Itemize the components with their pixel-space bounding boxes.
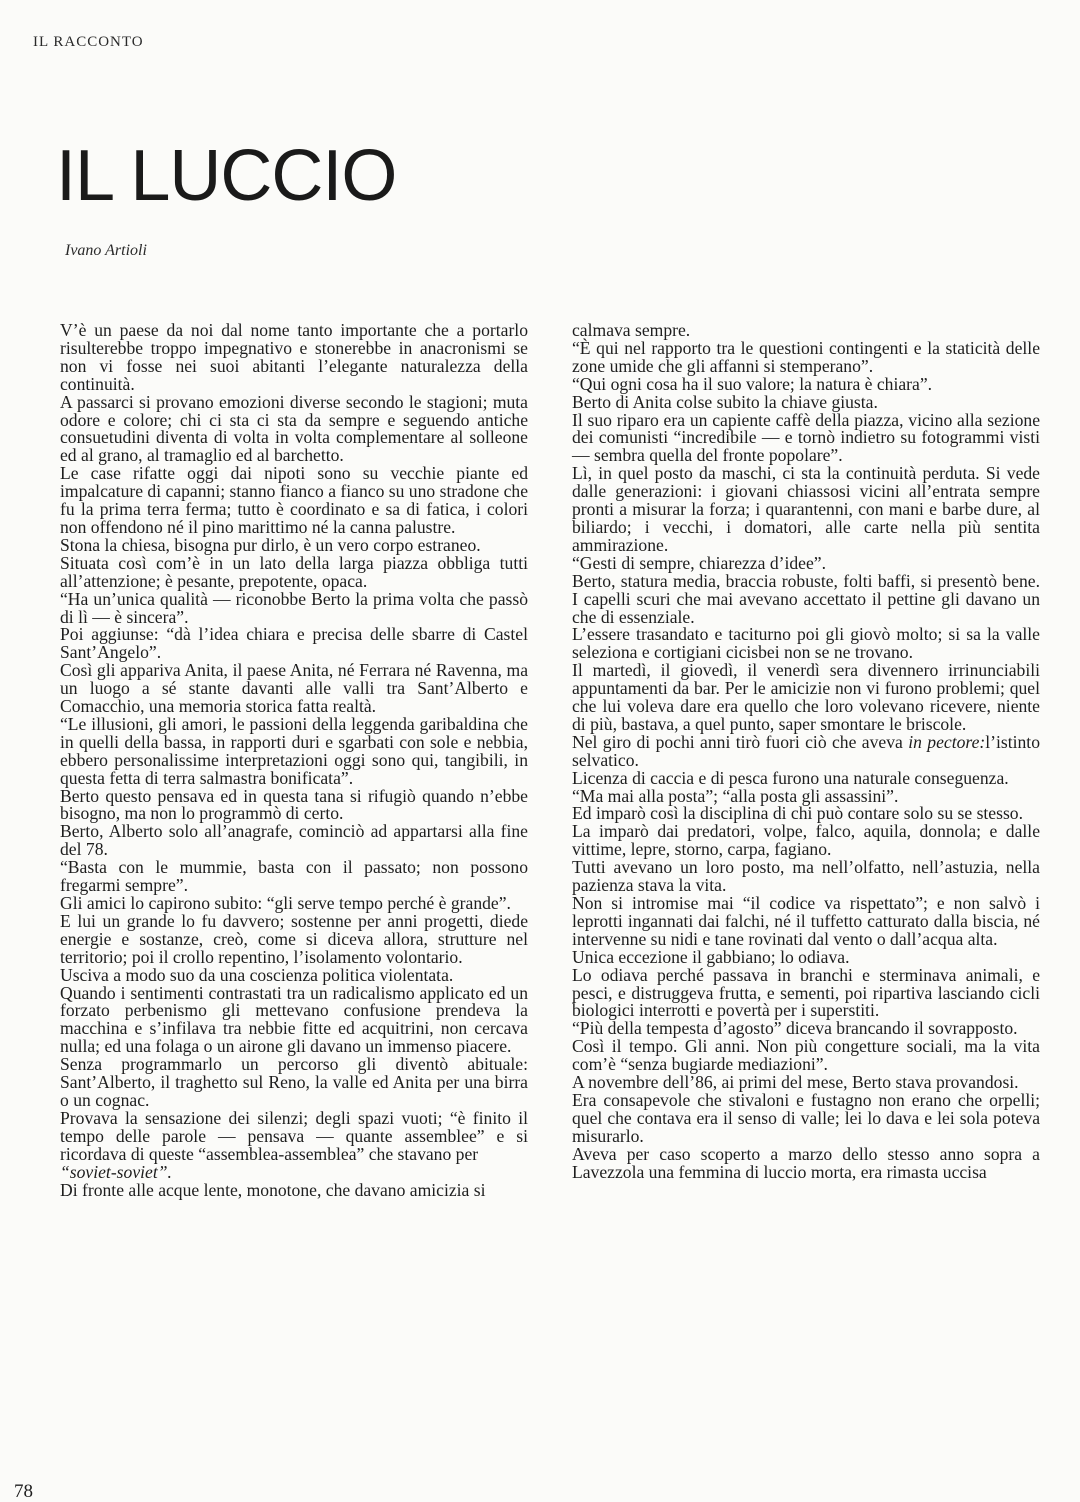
paragraph: Situata così com’è in un lato della larga piazza obbliga tutti all’attenzione; è pesante, prepotente, opaca. — [60, 552, 528, 591]
paragraph-italic — [60, 1161, 528, 1182]
paragraph: “Ha un’unica qualità — riconobbe Berto la prima volta che passò di lì — è sincera”. — [60, 588, 528, 627]
paragraph: A passarci si provano emozioni diverse secondo le stagioni; muta odore e colore; chi ci sta ci sta da sempre e seguendo antiche consuetudini diventa di volta in volta complementare al solleone ed al grano, al tramaglio ed al barchetto. — [60, 391, 528, 466]
paragraph: Usciva a modo suo da una coscienza politica violentata. — [60, 964, 454, 985]
right-column — [572, 322, 1040, 1182]
paragraph: “Le illusioni, gli amori, le passioni della leggenda garibaldina che in quelli della bassa, in rapporti duri e sgarbati con sole e nebbia, ebbero personalissime interpretazioni oggi sono qui, tangibili, in questa fetta di terra salmastra bonificata”. — [60, 713, 528, 788]
paragraph: “Ma mai alla posta”; “alla posta gli assassini”. — [572, 785, 899, 806]
paragraph: Stona la chiesa, bisogna pur dirlo, è un vero corpo estraneo. — [60, 534, 481, 555]
paragraph: Berto di Anita colse subito la chiave giusta. — [572, 391, 878, 412]
paragraph: “Più della tempesta d’agosto” diceva brancando il sovrapposto. — [572, 1018, 1018, 1039]
paragraph: Senza programmarlo un percorso gli diventò abituale: Sant’Alberto, il traghetto sul Reno, la valle ed Anita per una birra o un cognac. — [60, 1054, 528, 1110]
paragraph: Di fronte alle acque lente, monotone, che davano amicizia si — [60, 1179, 486, 1200]
paragraph: Licenza di caccia e di pesca furono una naturale conseguenza. — [572, 767, 1009, 788]
paragraph: Quando i sentimenti contrastati tra un radicalismo applicato ed un forzato perbenismo gli mettevano confusione prendeva la macchina e s’infilava tra nebbie fitte ed acquitrini, non cercava nulla; ed una folaga o un airone gli davano un immenso piacere. — [60, 982, 528, 1057]
paragraph: E lui un grande lo fu davvero; sostenne per anni progetti, diede energie e sostanze, creò, come si diceva allora, strutture nel territorio; poi il crollo repentino, l’isolamento volontario. — [60, 910, 528, 967]
paragraph: Ed imparò così la disciplina di chi può contare solo su se stesso. — [572, 803, 1024, 824]
left-column — [60, 322, 528, 1199]
paragraph: V’è un paese da noi dal nome tanto importante che a portarlo risulterebbe troppo impegnativo e stonerebbe in anacronismi se non vi fosse nei suoi abitanti l’elegante naturalezza della continuità. — [60, 320, 528, 394]
paragraph: Aveva per caso scoperto a marzo dello stesso anno sopra a Lavezzola una femmina di luccio morta, era rimasta uccisa — [572, 1143, 1040, 1182]
paragraph: Berto, statura media, braccia robuste, folti baffi, si presentò bene. I capelli scuri che mai avevano accettato il pettine gli davano un che di essenziale. — [572, 570, 1040, 627]
paragraph: Il suo riparo era un capiente caffè della piazza, vicino alla sezione dei comunisti “incredibile — e tornò indietro su fotogrammi visti — sembra quella del fronte popolare”. — [572, 409, 1040, 466]
page-number: 78 — [14, 1481, 33, 1502]
paragraph: “Qui ogni cosa ha il suo valore; la natura è chiara”. — [572, 373, 933, 394]
section-header: IL RACCONTO — [33, 34, 144, 50]
paragraph: A novembre dell’86, ai primi del mese, Berto stava provandosi. — [572, 1072, 1019, 1093]
paragraph: Provava la sensazione dei silenzi; degli spazi vuoti; “è finito il tempo delle parole — pensava — quante assemblee” e si ricordava di queste “assemblea-assemblea” che stavano per — [60, 1107, 528, 1164]
paragraph: Tutti avevano un loro posto, ma nell’olfatto, nell’astuzia, nella pazienza stava la vita. — [572, 857, 1040, 896]
paragraph: Il martedì, il giovedì, il venerdì sera divennero irrinunciabili appuntamenti da bar. Per le amicizie non vi furono problemi; quel che lui voleva dare era quello che loro volevano ricevere, niente di più, bastava, a quel punto, saper smontare le briscole. — [572, 660, 1040, 734]
paragraph: Così il tempo. Gli anni. Non più congetture sociali, ma la vita com’è “senza bugiarde mediazioni”. — [572, 1036, 1040, 1075]
paragraph: calmava sempre. — [572, 320, 691, 340]
paragraph: Era consapevole che stivaloni e fustagno non erano che orpelli; quel che contava era il senso di valle; lei lo dava e lei sola poteva misurarlo. — [572, 1089, 1040, 1146]
paragraph: Berto, Alberto solo all’anagrafe, cominciò ad appartarsi alla fine del 78. — [60, 821, 528, 860]
paragraph: Così gli appariva Anita, il paese Anita, né Ferrara né Ravenna, ma un luogo a sé stante davanti alle valli tra Sant’Alberto e Comacchio, una memoria storica fatta realtà. — [60, 660, 528, 717]
paragraph: L’essere trasandato e taciturno poi gli giovò molto; si sa la valle seleziona e cortigiani cicisbei non se ne trovano. — [572, 624, 1040, 663]
paragraph: Non si intromise mai “il codice va rispettato”; e non salvò i leprotti ingannati dai falchi, né il tuffetto catturato dalla biscia, né intervenne su nidi e tane rovinati dal vento o dall’acqua alta. — [572, 893, 1040, 949]
paragraph: Le case rifatte oggi dai nipoti sono su vecchie piante ed impalcature di capanni; stanno fianco a fianco su uno stradone che fu la prima terra ferma; tutto è coordinato e sa di fatica, i colori non offendono né il pino marittimo né la canna palustre. — [60, 463, 529, 537]
italic-phrase: in pectore: — [908, 731, 986, 752]
paragraph: “È qui nel rapporto tra le questioni contingenti e la staticità delle zone umide che gli affanni si stemperano”. — [572, 337, 1040, 376]
paragraph: Unica eccezione il gabbiano; lo odiava. — [572, 946, 850, 967]
paragraph: “Basta con le mummie, basta con il passato; non possono fregarmi sempre”. — [60, 857, 528, 896]
paragraph: Poi aggiunse: “dà l’idea chiara e precisa delle sbarre di Castel Sant’Angelo”. — [60, 624, 528, 663]
paragraph: Lo odiava perché passava in branchi e sterminava animali, e pesci, e distruggeva frutta, e sementi, poi ripartiva lasciando cicli biologici interrotti e povertà per i superstiti. — [572, 964, 1040, 1021]
paragraph — [572, 731, 1040, 770]
article-title: IL LUCCIO — [56, 136, 397, 216]
italic-phrase: “soviet-soviet”. — [60, 1161, 172, 1182]
paragraph-text: Nel giro di pochi anni tirò fuori ciò che aveva — [572, 731, 903, 752]
paragraph: Berto questo pensava ed in questa tana si rifugiò quando n’ebbe bisogno, ma non lo programmò di certo. — [60, 785, 528, 824]
paragraph-text: l’istinto selvatico. — [572, 731, 1040, 770]
article-author: Ivano Artioli — [65, 242, 147, 259]
paragraph: Gli amici lo capirono subito: “gli serve tempo perché è grande”. — [60, 893, 511, 913]
paragraph: “Gesti di sempre, chiarezza d’idee”. — [572, 552, 826, 573]
paragraph: La imparò dai predatori, volpe, falco, aquila, donnola; e dalle vittime, lepre, storno, carpa, fagiano. — [572, 821, 1040, 860]
paragraph: Lì, in quel posto da maschi, ci sta la continuità perduta. Si vede dalle generazioni: i giovani chiassosi vicini all’entrata sempre pronti a misurar la forza; i quarantenni, con mani e barbe dure, al biliardo; i vecchi, i domatori, alle carte nella più sentita ammirazione. — [572, 463, 1040, 555]
